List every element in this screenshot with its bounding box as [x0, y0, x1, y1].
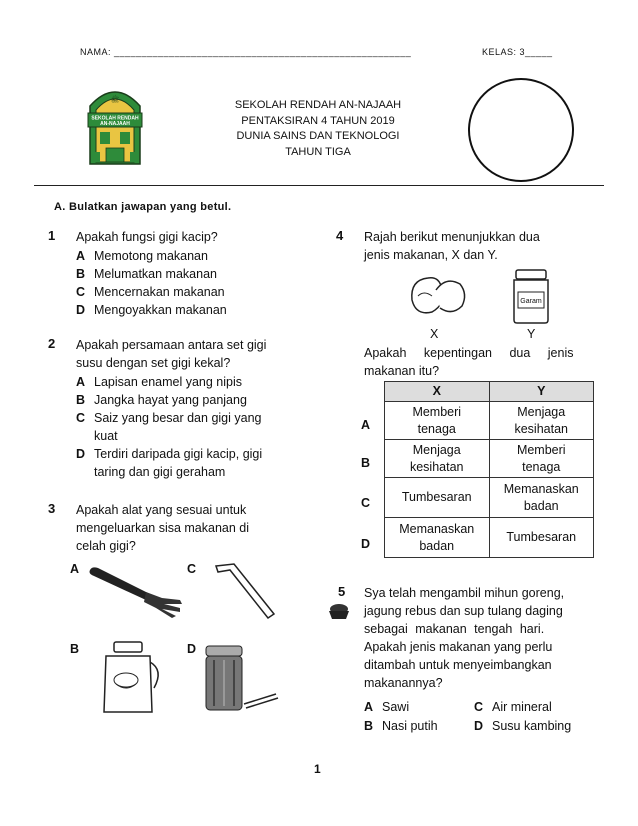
q3-label-d[interactable]: D [187, 642, 197, 656]
salt-jar-label: Garam [520, 298, 542, 305]
school-name: SEKOLAH RENDAH AN-NAJAAH [234, 99, 402, 111]
q4-row-d-key[interactable]: D [361, 537, 371, 551]
q1-number: 1 [48, 228, 56, 243]
q3-label-a[interactable]: A [70, 562, 80, 576]
svg-text:ﷺ: ﷺ [110, 96, 120, 104]
q5-option-a[interactable]: A Sawi [364, 700, 410, 714]
q4-row-d-x: Memanaskan badan [385, 518, 490, 558]
q4-row-a-key[interactable]: A [361, 418, 371, 432]
q2-option-c[interactable]: C Saiz yang besar dan gigi yang kuat [76, 411, 262, 443]
q5-option-b[interactable]: B Nasi putih [364, 719, 438, 733]
eggs-icon [406, 270, 470, 320]
q1-options [76, 247, 227, 319]
q4-row-a-y: Menjaga kesihatan [489, 402, 594, 440]
q4-x-label: X [430, 327, 439, 341]
q4-row-d-y: Tumbesaran [489, 518, 594, 558]
q4-question: Apakah kepentingan dua jenis makanan itu? [364, 346, 574, 378]
toothpick-jar-icon [200, 640, 280, 714]
q4-answer-table [384, 381, 594, 558]
subject-name: DUNIA SAINS DAN TEKNOLOGI [236, 130, 400, 142]
q4-table-row-c[interactable] [385, 478, 594, 518]
school-logo-icon [86, 80, 144, 166]
straw-icon [212, 560, 278, 620]
q4-table-row-a[interactable] [385, 402, 594, 440]
year-level: TAHUN TIGA [285, 145, 351, 158]
q2-text: Apakah persamaan antara set gigi susu dengan set gigi kekal? [76, 338, 267, 370]
q4-number: 4 [336, 228, 344, 243]
logo-text-line2: AN-NAJAAH [100, 121, 130, 127]
q2-number: 2 [48, 336, 56, 351]
food-bowl-icon [327, 601, 351, 621]
q3-label-c[interactable]: C [187, 562, 197, 576]
mouthwash-bottle-icon [96, 640, 166, 716]
q4-row-b-y: Memberi tenaga [489, 440, 594, 478]
q4-row-c-key[interactable]: C [361, 496, 371, 510]
q3-text: Apakah alat yang sesuai untuk mengeluarkan sisa makanan di celah gigi? [76, 503, 250, 553]
q4-table-row-b[interactable] [385, 440, 594, 478]
header-divider [34, 185, 604, 186]
q4-row-c-x: Tumbesaran [385, 478, 490, 518]
q4-row-b-x: Menjaga kesihatan [385, 440, 490, 478]
q1-option-b[interactable]: B Melumatkan makanan [76, 267, 217, 281]
q5-number: 5 [338, 584, 346, 599]
logo-text-line1: SEKOLAH RENDAH [91, 115, 139, 122]
q1-option-d[interactable]: D Mengoyakkan makanan [76, 303, 227, 317]
q1-option-a[interactable]: A Memotong makanan [76, 249, 208, 263]
q2-option-d[interactable]: D Terdiri daripada gigi kacip, gigi taring dan gigi geraham [76, 447, 263, 479]
q2-option-b[interactable]: B Jangka hayat yang panjang [76, 393, 247, 407]
q4-row-a-x: Memberi tenaga [385, 402, 490, 440]
school-title-block [198, 98, 438, 160]
q4-text: Rajah berikut menunjukkan dua jenis makanan, X dan Y. [364, 230, 540, 262]
class-field-label: KELAS: 3_____ [482, 47, 553, 57]
section-a-instruction: A. Bulatkan jawapan yang betul. [54, 201, 232, 213]
q2-options [76, 373, 306, 481]
q5-option-d[interactable]: D Susu kambing [474, 719, 572, 733]
score-circle [468, 78, 574, 182]
q4-table-header-y: Y [489, 382, 594, 402]
q5-text: Sya telah mengambil mihun goreng, jagung rebus dan sup tulang daging sebagai makanan tengah hari. Apakah jenis makanan yang perlu ditambah untuk menyeimbangkan makanannya? [364, 586, 565, 690]
page-number: 1 [314, 762, 321, 776]
q4-table-row-d[interactable] [385, 518, 594, 558]
q4-row-b-key[interactable]: B [361, 456, 371, 470]
exam-name: PENTAKSIRAN 4 TAHUN 2019 [241, 114, 395, 127]
name-field-label: NAMA: ______________________________________________________ [80, 47, 412, 57]
q3-label-b[interactable]: B [70, 642, 80, 656]
q4-y-label: Y [527, 327, 536, 341]
q4-table-header-x: X [385, 382, 490, 402]
q1-option-c[interactable]: C Mencernakan makanan [76, 285, 225, 299]
q5-option-c[interactable]: C Air mineral [474, 700, 552, 714]
q4-row-c-y: Memanaskan badan [489, 478, 594, 518]
salt-jar-icon [510, 268, 552, 324]
q1-text: Apakah fungsi gigi kacip? [76, 230, 218, 244]
fork-icon [86, 562, 186, 618]
q3-number: 3 [48, 501, 56, 516]
q2-option-a[interactable]: A Lapisan enamel yang nipis [76, 375, 243, 389]
